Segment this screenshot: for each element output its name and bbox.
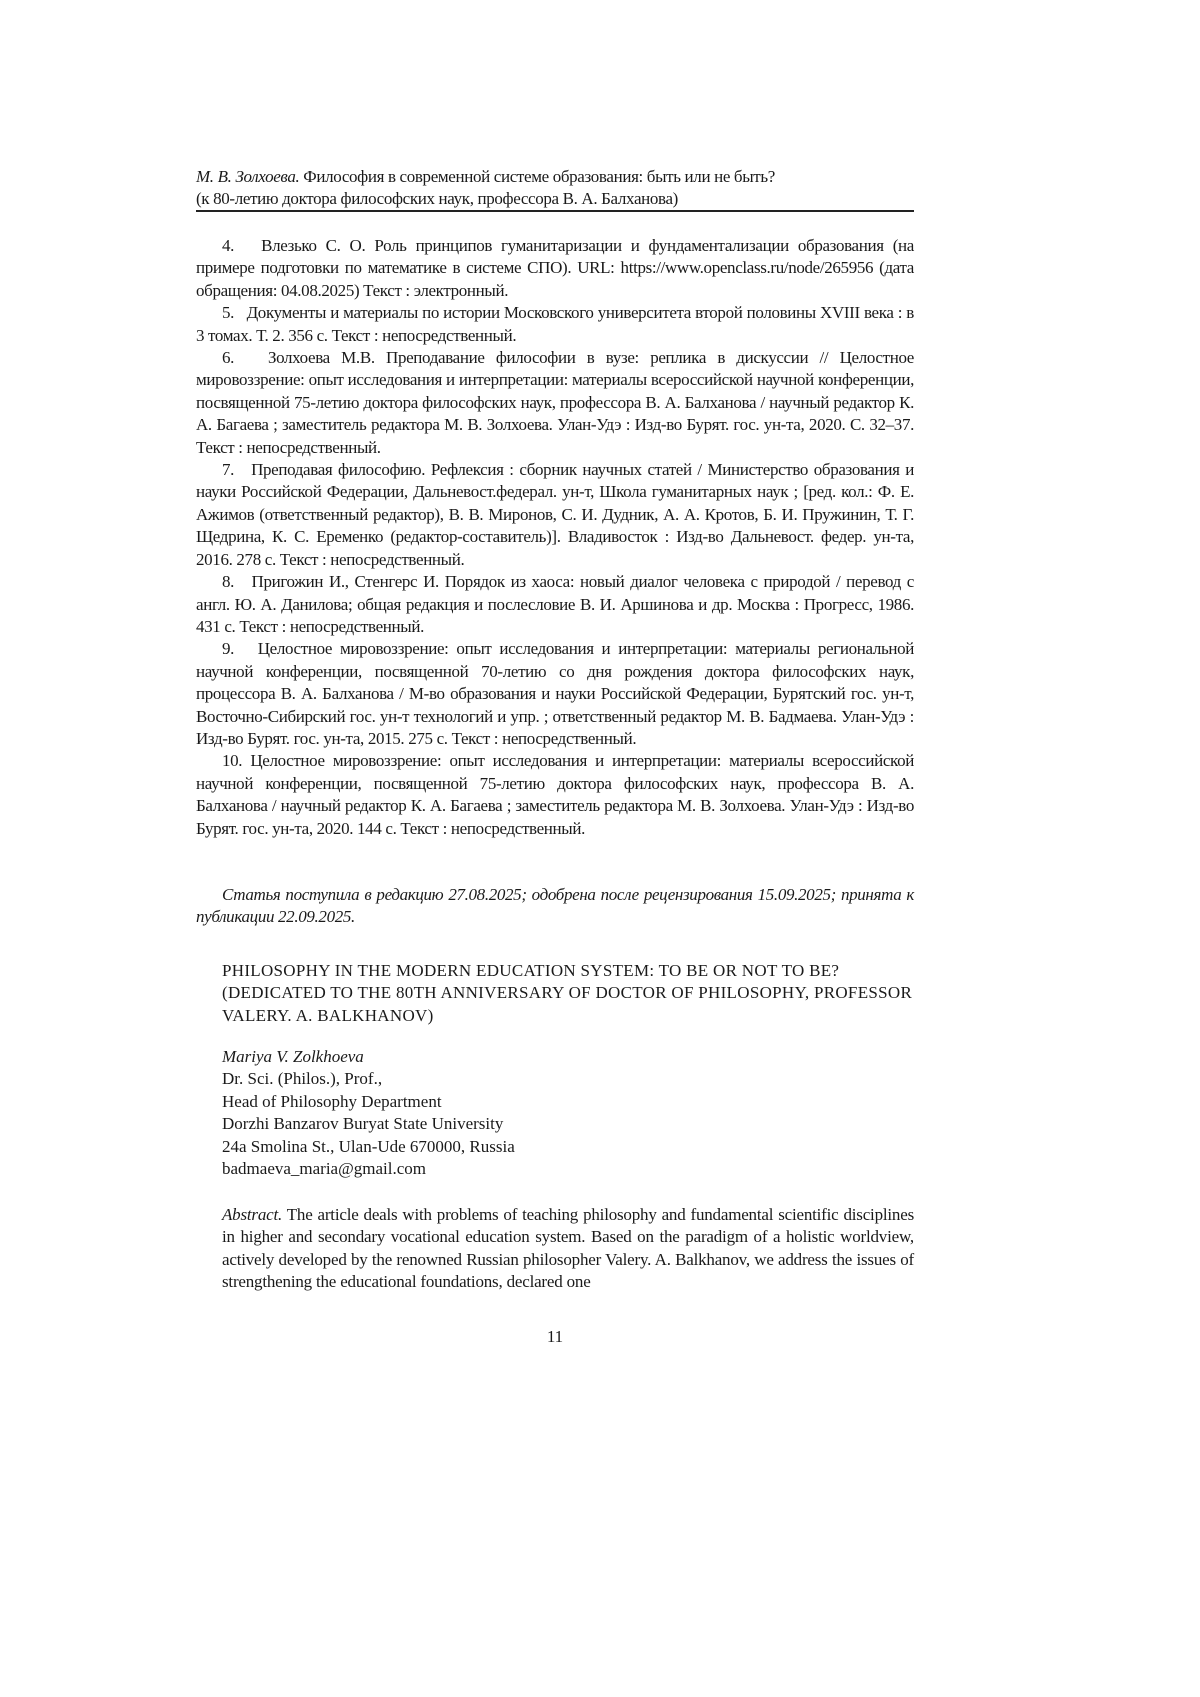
header-title: Философия в современной системе образования: быть или не быть? [299,167,775,186]
submission-dates: Статья поступила в редакцию 27.08.2025; одобрена после рецензирования 15.09.2025; принята к публикации 22.09.2025. [196,884,914,929]
author-email: badmaeva_maria@gmail.com [222,1158,914,1180]
reference-item: 10. Целостное мировоззрение: опыт исследования и интерпретации: материалы всероссийской научной конференции, посвященной 75-летию доктора философских наук, профессора В. А. Балханова / научный редактор К. А. Багаева ; заместитель редактора М. В. Золхоева. Улан-Удэ : Изд-во Бурят. гос. ун-та, 2020. 144 с. Текст : непосредственный. [196,750,914,840]
reference-item: 9. Целостное мировоззрение: опыт исследования и интерпретации: материалы региональной научной конференции, посвященной 70-летию со дня рождения доктора философских наук, процессора В. А. Балханова / М-во образования и науки Российской Федерации, Бурятский гос. ун-т, Восточно-Сибирский гос. ун-т технологий и упр. ; ответственный редактор М. В. Бадмаева. Улан-Удэ : Изд-во Бурят. гос. ун-та, 2015. 275 с. Текст : непосредственный. [196,638,914,750]
author-address: 24a Smolina St., Ulan-Ude 670000, Russia [222,1136,914,1158]
author-position: Head of Philosophy Department [222,1091,914,1113]
page-number: 11 [0,1327,1110,1347]
reference-item: 6. Золхоева М.В. Преподавание философии в вузе: реплика в дискуссии // Целостное мировоззрение: опыт исследования и интерпретации: материалы всероссийской научной конференции, посвященной 75-летию доктора философских наук, профессора В. А. Балханова / научный редактор К. А. Багаева ; заместитель редактора М. В. Золхоева. Улан-Удэ : Изд-во Бурят. гос. ун-та, 2020. С. 32–37. Текст : непосредственный. [196,347,914,459]
header-subtitle: (к 80-летию доктора философских наук, профессора В. А. Балханова) [196,188,914,210]
english-title: PHILOSOPHY IN THE MODERN EDUCATION SYSTEM: TO BE OR NOT TO BE? (DEDICATED TO THE 80TH ANNIVERSARY OF DOCTOR OF PHILOSOPHY, PROFESSOR VALERY. A. BALKHANOV) [222,960,914,1027]
reference-item: 8. Пригожин И., Стенгерс И. Порядок из хаоса: новый диалог человека с природой / перевод с англ. Ю. А. Данилова; общая редакция и послесловие В. И. Аршинова и др. Москва : Прогресс, 1986. 431 с. Текст : непосредственный. [196,571,914,638]
header-author: М. В. Золхоева. [196,167,299,186]
author-name: Mariya V. Zolkhoeva [222,1046,914,1068]
running-header [196,166,914,211]
reference-item: 4. Влезько С. О. Роль принципов гуманитаризации и фундаментализации образования (на примере подготовки по математике в системе СПО). URL: https://www.openclass.ru/node/265956 (дата обращения: 04.08.2025) Текст : электронный. [196,235,914,302]
reference-item: 5. Документы и материалы по истории Московского университета второй половины XVIII века : в 3 томах. Т. 2. 356 с. Текст : непосредственный. [196,302,914,347]
author-degree: Dr. Sci. (Philos.), Prof., [222,1068,914,1090]
header-rule [196,210,914,212]
author-block [222,1046,914,1180]
reference-list [196,235,914,840]
abstract [222,1204,914,1294]
author-university: Dorzhi Banzarov Buryat State University [222,1113,914,1135]
abstract-text: The article deals with problems of teaching philosophy and fundamental scientific disciplines in higher and secondary vocational education system. Based on the paradigm of a holistic worldview, actively developed by the renowned Russian philosopher Valery. A. Balkhanov, we address the issues of strengthening the educational foundations, declared one [222,1205,914,1291]
abstract-label: Abstract. [222,1205,282,1224]
reference-item: 7. Преподавая философию. Рефлексия : сборник научных статей / Министерство образования и науки Российской Федерации, Дальневост.федерал. ун-т, Школа гуманитарных наук ; [ред. кол.: Ф. Е. Ажимов (ответственный редактор), В. В. Миронов, С. И. Дудник, А. А. Кротов, Б. И. Пружинин, Т. Г. Щедрина, К. С. Еременко (редактор-составитель)]. Владивосток : Изд-во Дальневост. федер. ун-та, 2016. 278 с. Текст : непосредственный. [196,459,914,571]
